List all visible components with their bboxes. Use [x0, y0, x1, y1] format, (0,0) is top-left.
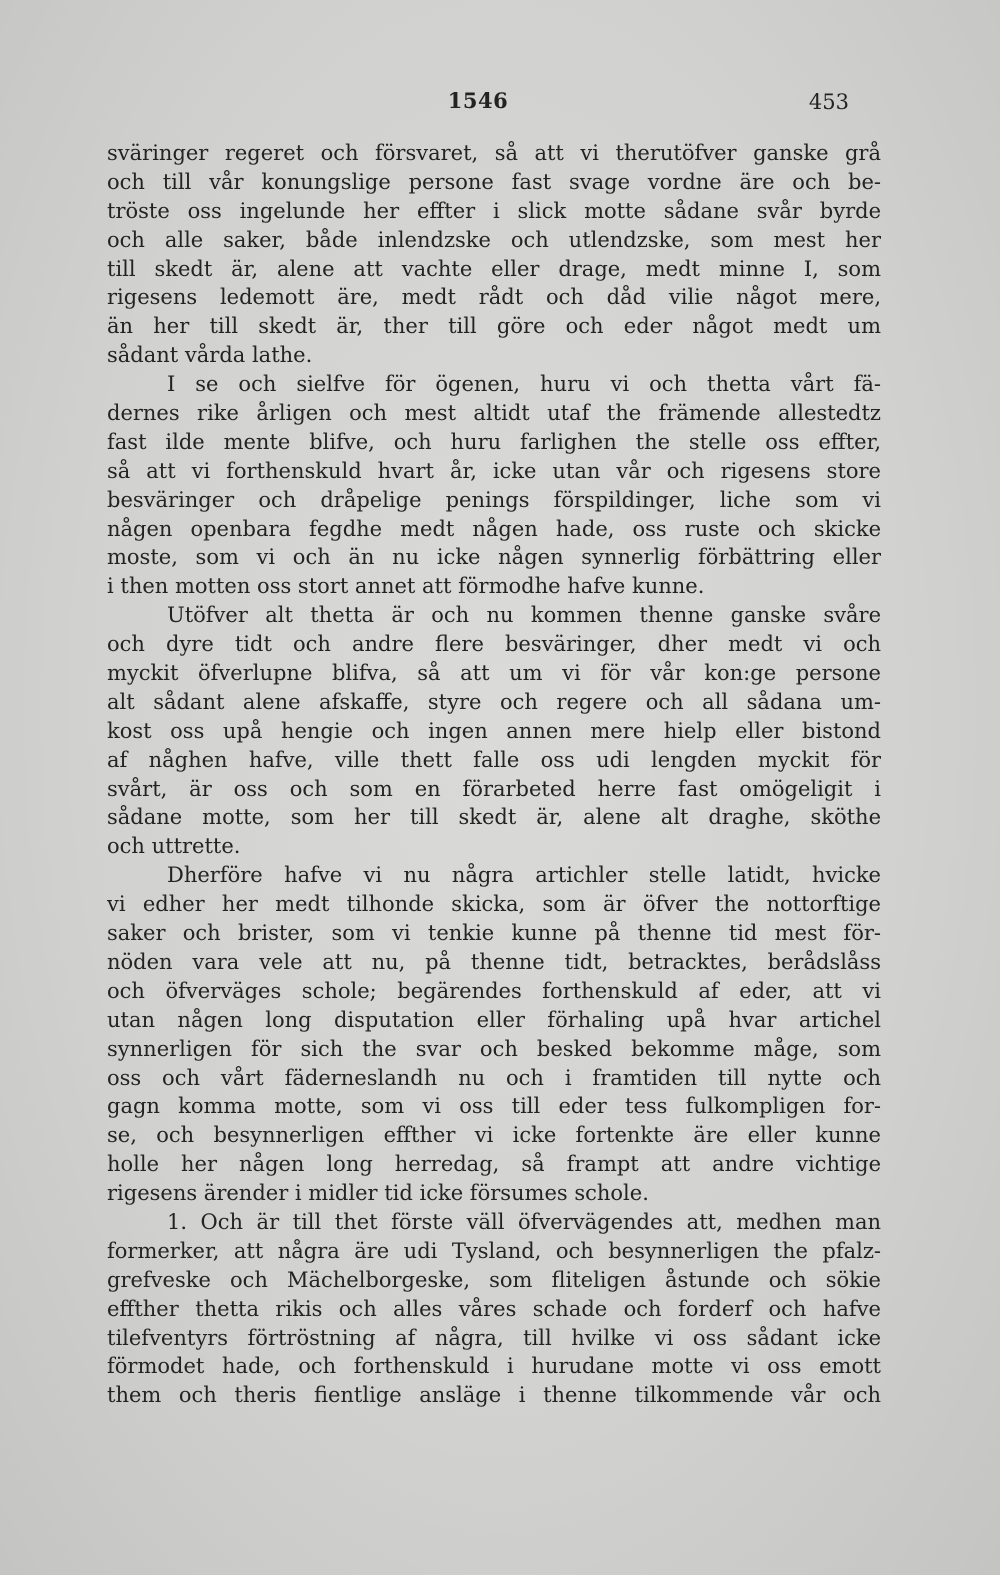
text-line: gagn komma motte, som vi oss till eder tess fulkompligen for-	[107, 1094, 881, 1119]
body-text	[107, 139, 881, 1410]
paragraph-start-line: Dherföre hafve vi nu några artichler stelle latidt, hvicke	[167, 863, 881, 888]
text-line: och dyre tidt och andre flere besväringer, dher medt vi och	[107, 632, 881, 657]
text-line: och till vår konungslige persone fast svage vordne äre och be-	[107, 169, 881, 194]
text-line: nöden vara vele att nu, på thenne tidt, betracktes, berådslåss	[107, 949, 881, 974]
text-line: holle her någen long herredag, så frampt att andre vichtige	[107, 1152, 881, 1177]
text-line: dernes rike årligen och mest altidt utaf the främende allestedtz	[107, 401, 881, 426]
paragraph-start-line: 1. Och är till thet förste väll öfvervägendes att, medhen man	[167, 1209, 881, 1234]
text-line: än her till skedt är, ther till göre och eder något medt um	[107, 314, 881, 339]
text-line: moste, som vi och än nu icke någen synnerlig förbättring eller	[107, 545, 881, 570]
page-header	[107, 88, 849, 124]
text-line: svårt, är oss och som en förarbeted herre fast omögeligit i	[107, 776, 881, 801]
text-line: formerker, att några äre udi Tysland, och besynnerligen the pfalz-	[107, 1238, 881, 1263]
text-line: effther thetta rikis och alles våres schade och forderf och hafve	[107, 1296, 881, 1321]
text-line: till skedt är, alene att vachte eller drage, medt minne I, som	[107, 256, 881, 281]
text-line: sådant vårda lathe.	[107, 343, 313, 368]
text-line: någen openbara fegdhe medt någen hade, oss ruste och skicke	[107, 516, 881, 541]
text-line: utan någen long disputation eller förhaling upå hvar artichel	[107, 1007, 881, 1032]
paragraph-start-line: I se och sielfve för ögenen, huru vi och thetta vårt fä-	[167, 372, 881, 397]
text-line: och uttrette.	[107, 834, 241, 859]
text-line: synnerligen för sich the svar och besked bekomme måge, som	[107, 1036, 881, 1061]
text-line: saker och brister, som vi tenkie kunne på thenne tid mest för-	[107, 921, 881, 946]
text-line: vi edher her medt tilhonde skicka, som är öfver the nottorftige	[107, 892, 881, 917]
text-line: them och theris fientlige ansläge i thenne tilkommende vår och	[107, 1383, 881, 1408]
text-line: sväringer regeret och försvaret, så att vi therutöfver ganske grå	[107, 141, 881, 165]
text-line: alt sådant alene afskaffe, styre och regere och all sådana um-	[107, 689, 881, 714]
text-line: i then motten oss stort annet att förmodhe hafve kunne.	[107, 574, 705, 599]
text-line: fast ilde mente blifve, och huru farlighen the stelle oss effter,	[107, 429, 881, 454]
text-line: kost oss upå hengie och ingen annen mere hielp eller bistond	[107, 718, 881, 743]
paragraph-start-line: Utöfver alt thetta är och nu kommen thenne ganske svåre	[167, 603, 881, 628]
text-line: myckit öfverlupne blifva, så att um vi för vår kon:ge persone	[107, 661, 881, 686]
text-line: så att vi forthenskuld hvart år, icke utan vår och rigesens store	[107, 458, 881, 483]
text-line: af någhen hafve, ville thett falle oss udi lengden myckit för	[107, 747, 881, 772]
text-line: se, och besynnerligen effther vi icke fortenkte äre eller kunne	[107, 1123, 881, 1148]
text-line: rigesens ärender i midler tid icke försumes schole.	[107, 1181, 649, 1206]
text-line: rigesens ledemott äre, medt rådt och dåd vilie något mere,	[107, 285, 881, 310]
text-line: och alle saker, både inlendzske och utlendzske, som mest her	[107, 227, 881, 252]
text-line: sådane motte, som her till skedt är, alene alt draghe, sköthe	[107, 805, 881, 830]
text-line: förmodet hade, och forthenskuld i hurudane motte vi oss emott	[107, 1354, 881, 1379]
text-line: tröste oss ingelunde her effter i slick motte sådane svår byrde	[107, 198, 881, 223]
page-number: 453	[808, 90, 849, 114]
text-line: och öfverväges schole; begärendes forthenskuld af eder, att vi	[107, 978, 881, 1003]
text-line: tilefventyrs förtröstning af några, till hvilke vi oss sådant icke	[107, 1325, 881, 1350]
text-line: besväringer och dråpelige penings förspildinger, liche som vi	[107, 487, 881, 512]
page-year: 1546	[447, 88, 509, 113]
text-line: grefveske och Mächelborgeske, som fliteligen åstunde och sökie	[107, 1267, 881, 1292]
text-line: oss och vårt fäderneslandh nu och i framtiden till nytte och	[107, 1065, 881, 1090]
